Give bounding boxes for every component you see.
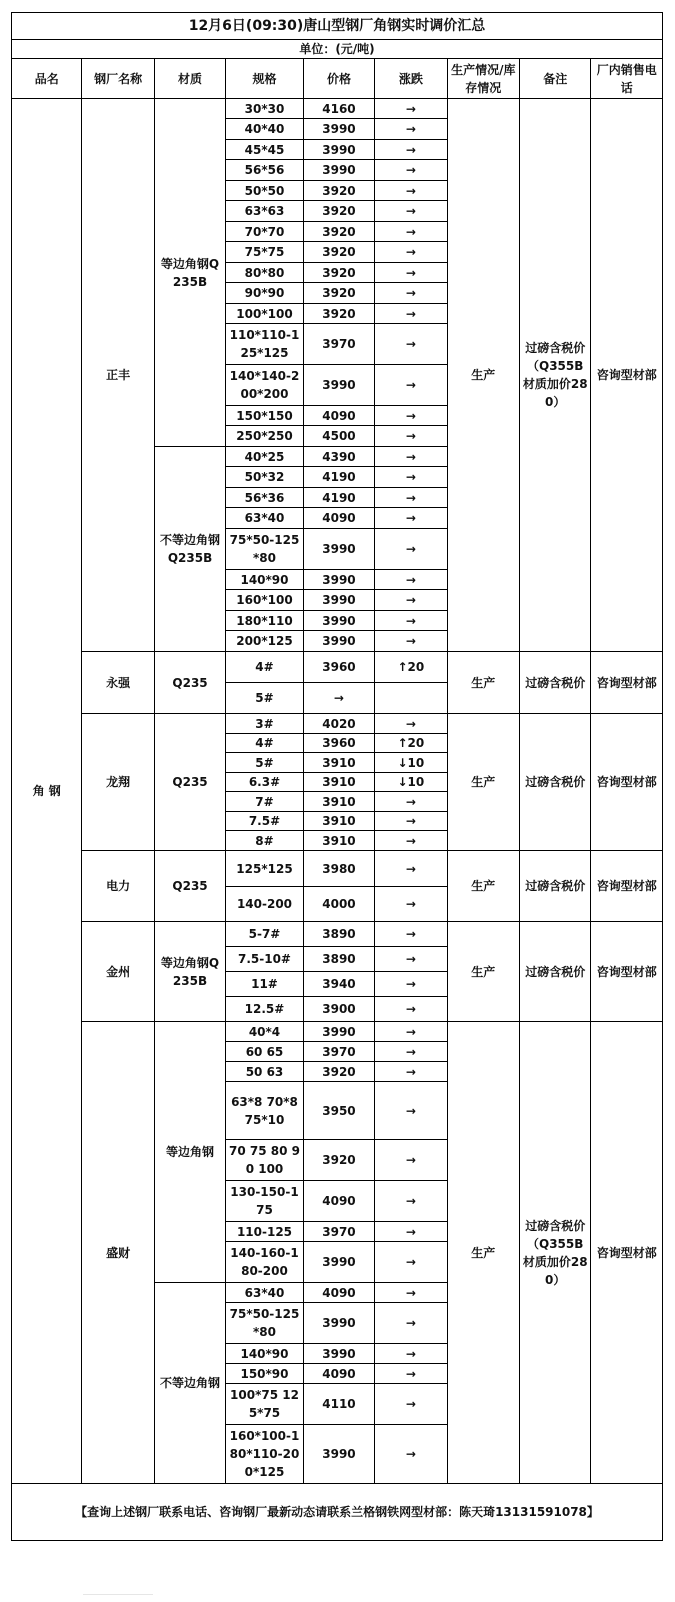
- phone-cell: 咨询型材部: [591, 99, 663, 652]
- spec-cell: 7.5-10#: [226, 947, 304, 972]
- change-cell: [375, 683, 447, 714]
- price-cell: 3970: [303, 1222, 374, 1242]
- phone-cell: 咨询型材部: [591, 851, 663, 922]
- spec-cell: 90*90: [226, 283, 304, 304]
- spec-cell: 150*150: [226, 406, 304, 426]
- price-cell: 4090: [303, 1364, 374, 1384]
- price-cell: 3990: [303, 1022, 374, 1042]
- spec-cell: 150*90: [226, 1364, 304, 1384]
- material: 等边角钢Q235B: [154, 99, 225, 447]
- phone-cell: 咨询型材部: [591, 922, 663, 1022]
- change-cell: →: [375, 1384, 447, 1425]
- price-cell: 3920: [303, 201, 374, 222]
- change-cell: →: [375, 590, 447, 611]
- change-cell: →: [375, 1082, 447, 1140]
- price-cell: 4390: [303, 447, 374, 467]
- price-cell: 3940: [303, 972, 374, 997]
- change-cell: →: [375, 1283, 447, 1303]
- change-cell: →: [375, 1344, 447, 1364]
- header-phone: 厂内销售电话: [591, 59, 663, 99]
- price-cell: 3920: [303, 263, 374, 283]
- mill-name: 龙翔: [82, 714, 154, 851]
- price-cell: 3990: [303, 1242, 374, 1283]
- spec-cell: 160*100: [226, 590, 304, 611]
- change-cell: ↑20: [375, 652, 447, 683]
- status-cell: 生产: [447, 1022, 519, 1484]
- change-cell: →: [375, 611, 447, 631]
- spec-cell: 140*90: [226, 570, 304, 590]
- spec-cell: 140*90: [226, 1344, 304, 1364]
- change-cell: →: [375, 365, 447, 406]
- change-cell: →: [375, 1140, 447, 1181]
- price-cell: 3990: [303, 160, 374, 181]
- spec-cell: 180*110: [226, 611, 304, 631]
- price-cell: 3980: [303, 851, 374, 887]
- spec-cell: 50*32: [226, 467, 304, 488]
- price-cell: 3990: [303, 590, 374, 611]
- change-cell: →: [375, 140, 447, 160]
- spec-cell: 40*4: [226, 1022, 304, 1042]
- spec-cell: 5#: [226, 683, 304, 714]
- price-cell: 3970: [303, 1042, 374, 1062]
- change-cell: →: [375, 1425, 447, 1484]
- price-cell: 3910: [303, 792, 374, 812]
- price-cell: 3950: [303, 1082, 374, 1140]
- change-cell: →: [375, 570, 447, 590]
- header-product: 品名: [12, 59, 82, 99]
- price-cell: 3890: [303, 922, 374, 947]
- price-cell: 4190: [303, 488, 374, 508]
- status-cell: 生产: [447, 851, 519, 922]
- price-cell: 3920: [303, 1062, 374, 1082]
- change-cell: →: [375, 972, 447, 997]
- spec-cell: 40*40: [226, 119, 304, 140]
- spec-cell: 5#: [226, 753, 304, 773]
- price-cell: 3920: [303, 304, 374, 324]
- change-cell: →: [375, 947, 447, 972]
- price-cell: 3990: [303, 631, 374, 652]
- price-cell: 3960: [303, 652, 374, 683]
- spec-cell: 140*140-200*200: [226, 365, 304, 406]
- table-row: [12, 714, 663, 734]
- table-title: 12月6日(09:30)唐山型钢厂角钢实时调价汇总: [12, 13, 663, 40]
- spec-cell: 4#: [226, 734, 304, 753]
- price-cell: 4090: [303, 508, 374, 529]
- material: 不等边角钢: [154, 1283, 225, 1484]
- price-cell: 3890: [303, 947, 374, 972]
- spec-cell: 8#: [226, 831, 304, 851]
- spec-cell: 45*45: [226, 140, 304, 160]
- change-cell: →: [375, 426, 447, 447]
- spec-cell: 140-160-180-200: [226, 1242, 304, 1283]
- spec-cell: 5-7#: [226, 922, 304, 947]
- change-cell: →: [375, 160, 447, 181]
- spec-cell: 63*40: [226, 508, 304, 529]
- footer-contact: 【查询上述钢厂联系电话、咨询钢厂最新动态请联系兰格钢铁网型材部：陈天琦13131591078】: [12, 1484, 663, 1541]
- price-cell: 3920: [303, 242, 374, 263]
- change-cell: →: [375, 1242, 447, 1283]
- remark-cell: 过磅含税价: [520, 851, 591, 922]
- spec-cell: 70*70: [226, 222, 304, 242]
- change-cell: →: [375, 831, 447, 851]
- table-row: [12, 652, 663, 683]
- table-row: [12, 922, 663, 947]
- remark-cell: 过磅含税价: [520, 652, 591, 714]
- change-cell: →: [375, 997, 447, 1022]
- footer-row: [12, 1484, 663, 1541]
- spec-cell: 6.3#: [226, 773, 304, 792]
- price-cell: 3910: [303, 831, 374, 851]
- spec-cell: 75*50-125*80: [226, 529, 304, 570]
- header-mill: 钢厂名称: [82, 59, 154, 99]
- price-cell: 4090: [303, 1181, 374, 1222]
- spec-cell: 63*63: [226, 201, 304, 222]
- mill-name: 盛财: [82, 1022, 154, 1484]
- change-cell: →: [375, 714, 447, 734]
- change-cell: →: [375, 467, 447, 488]
- mill-name: 永强: [82, 652, 154, 714]
- spec-cell: 30*30: [226, 99, 304, 119]
- spec-cell: 125*125: [226, 851, 304, 887]
- change-cell: →: [375, 1181, 447, 1222]
- change-cell: →: [375, 222, 447, 242]
- spec-cell: 100*75 125*75: [226, 1384, 304, 1425]
- price-cell: 3970: [303, 324, 374, 365]
- phone-cell: 咨询型材部: [591, 714, 663, 851]
- price-cell: 3920: [303, 1140, 374, 1181]
- spec-cell: 56*56: [226, 160, 304, 181]
- price-cell: 3910: [303, 773, 374, 792]
- spec-cell: 7#: [226, 792, 304, 812]
- change-cell: →: [375, 922, 447, 947]
- spec-cell: 80*80: [226, 263, 304, 283]
- price-cell: 3990: [303, 1425, 374, 1484]
- material: 等边角钢Q235B: [154, 922, 225, 1022]
- spec-cell: 60 65: [226, 1042, 304, 1062]
- material: Q235: [154, 714, 225, 851]
- status-cell: 生产: [447, 652, 519, 714]
- material: 不等边角钢Q235B: [154, 447, 225, 652]
- price-cell: 3900: [303, 997, 374, 1022]
- status-cell: 生产: [447, 922, 519, 1022]
- price-cell: 3990: [303, 570, 374, 590]
- spec-cell: 140-200: [226, 887, 304, 922]
- mill-name: 正丰: [82, 99, 154, 652]
- price-cell: 4020: [303, 714, 374, 734]
- price-cell: 4190: [303, 467, 374, 488]
- price-cell: 3990: [303, 365, 374, 406]
- price-cell: 3920: [303, 222, 374, 242]
- change-cell: ↓10: [375, 753, 447, 773]
- mill-name: 电力: [82, 851, 154, 922]
- price-cell: 3990: [303, 1344, 374, 1364]
- remark-cell: 过磅含税价: [520, 714, 591, 851]
- change-cell: →: [375, 447, 447, 467]
- spec-cell: 160*100-180*110-200*125: [226, 1425, 304, 1484]
- price-cell: 3910: [303, 753, 374, 773]
- spec-cell: 50 63: [226, 1062, 304, 1082]
- change-cell: →: [375, 242, 447, 263]
- spec-cell: 110*110-125*125: [226, 324, 304, 365]
- change-cell: →: [375, 181, 447, 201]
- change-cell: →: [375, 304, 447, 324]
- spec-cell: 50*50: [226, 181, 304, 201]
- price-cell: 4160: [303, 99, 374, 119]
- remark-cell: 过磅含税价（Q355B材质加价280）: [520, 1022, 591, 1484]
- change-cell: →: [375, 488, 447, 508]
- price-cell: 3990: [303, 529, 374, 570]
- change-cell: →: [375, 406, 447, 426]
- price-cell: 4090: [303, 406, 374, 426]
- change-cell: →: [375, 508, 447, 529]
- price-cell: 4090: [303, 1283, 374, 1303]
- product-name: 角 钢: [12, 99, 82, 1484]
- table-row: [12, 1022, 663, 1042]
- remark-cell: 过磅含税价: [520, 922, 591, 1022]
- price-cell: 3960: [303, 734, 374, 753]
- header-change: 涨跌: [375, 59, 447, 99]
- change-cell: →: [375, 1303, 447, 1344]
- price-cell: 4500: [303, 426, 374, 447]
- price-cell: 3990: [303, 611, 374, 631]
- price-cell: 3990: [303, 1303, 374, 1344]
- change-cell: →: [375, 1364, 447, 1384]
- spec-cell: 75*50-125*80: [226, 1303, 304, 1344]
- change-cell: →: [375, 1062, 447, 1082]
- spec-cell: 70 75 80 90 100: [226, 1140, 304, 1181]
- price-cell: 3990: [303, 119, 374, 140]
- spec-cell: 4#: [226, 652, 304, 683]
- change-cell: →: [375, 812, 447, 831]
- header-spec: 规格: [226, 59, 304, 99]
- header-material: 材质: [154, 59, 225, 99]
- change-cell: →: [375, 851, 447, 887]
- price-cell: 4110: [303, 1384, 374, 1425]
- header-price: 价格: [303, 59, 374, 99]
- header-status: 生产情况/库存情况: [447, 59, 519, 99]
- change-cell: →: [375, 283, 447, 304]
- status-cell: 生产: [447, 99, 519, 652]
- spec-cell: 7.5#: [226, 812, 304, 831]
- price-table: [11, 12, 663, 1541]
- remark-cell: 过磅含税价（Q355B材质加价280）: [520, 99, 591, 652]
- spec-cell: 40*25: [226, 447, 304, 467]
- spec-cell: 63*8 70*8 75*10: [226, 1082, 304, 1140]
- bottom-mark: [83, 1594, 153, 1595]
- change-cell: →: [375, 263, 447, 283]
- spec-cell: 110-125: [226, 1222, 304, 1242]
- change-cell: →: [375, 887, 447, 922]
- price-cell: 3990: [303, 140, 374, 160]
- change-cell: →: [375, 529, 447, 570]
- mill-name: 金州: [82, 922, 154, 1022]
- price-cell: →: [303, 683, 374, 714]
- spec-cell: 130-150-175: [226, 1181, 304, 1222]
- change-cell: →: [375, 119, 447, 140]
- price-cell: 3920: [303, 283, 374, 304]
- phone-cell: 咨询型材部: [591, 1022, 663, 1484]
- material: Q235: [154, 652, 225, 714]
- spec-cell: 12.5#: [226, 997, 304, 1022]
- status-cell: 生产: [447, 714, 519, 851]
- table-row: [12, 99, 663, 119]
- spec-cell: 75*75: [226, 242, 304, 263]
- material: 等边角钢: [154, 1022, 225, 1283]
- price-cell: 3920: [303, 181, 374, 201]
- spec-cell: 250*250: [226, 426, 304, 447]
- spec-cell: 63*40: [226, 1283, 304, 1303]
- header-remark: 备注: [520, 59, 591, 99]
- unit-label: 单位：(元/吨): [12, 40, 663, 59]
- spec-cell: 200*125: [226, 631, 304, 652]
- change-cell: →: [375, 99, 447, 119]
- material: Q235: [154, 851, 225, 922]
- spec-cell: 56*36: [226, 488, 304, 508]
- change-cell: ↑20: [375, 734, 447, 753]
- change-cell: ↓10: [375, 773, 447, 792]
- price-cell: 4000: [303, 887, 374, 922]
- change-cell: →: [375, 792, 447, 812]
- change-cell: →: [375, 1022, 447, 1042]
- change-cell: →: [375, 201, 447, 222]
- spec-cell: 100*100: [226, 304, 304, 324]
- change-cell: →: [375, 1222, 447, 1242]
- change-cell: →: [375, 631, 447, 652]
- change-cell: →: [375, 324, 447, 365]
- change-cell: →: [375, 1042, 447, 1062]
- table-row: [12, 851, 663, 887]
- spec-cell: 11#: [226, 972, 304, 997]
- spec-cell: 3#: [226, 714, 304, 734]
- phone-cell: 咨询型材部: [591, 652, 663, 714]
- price-cell: 3910: [303, 812, 374, 831]
